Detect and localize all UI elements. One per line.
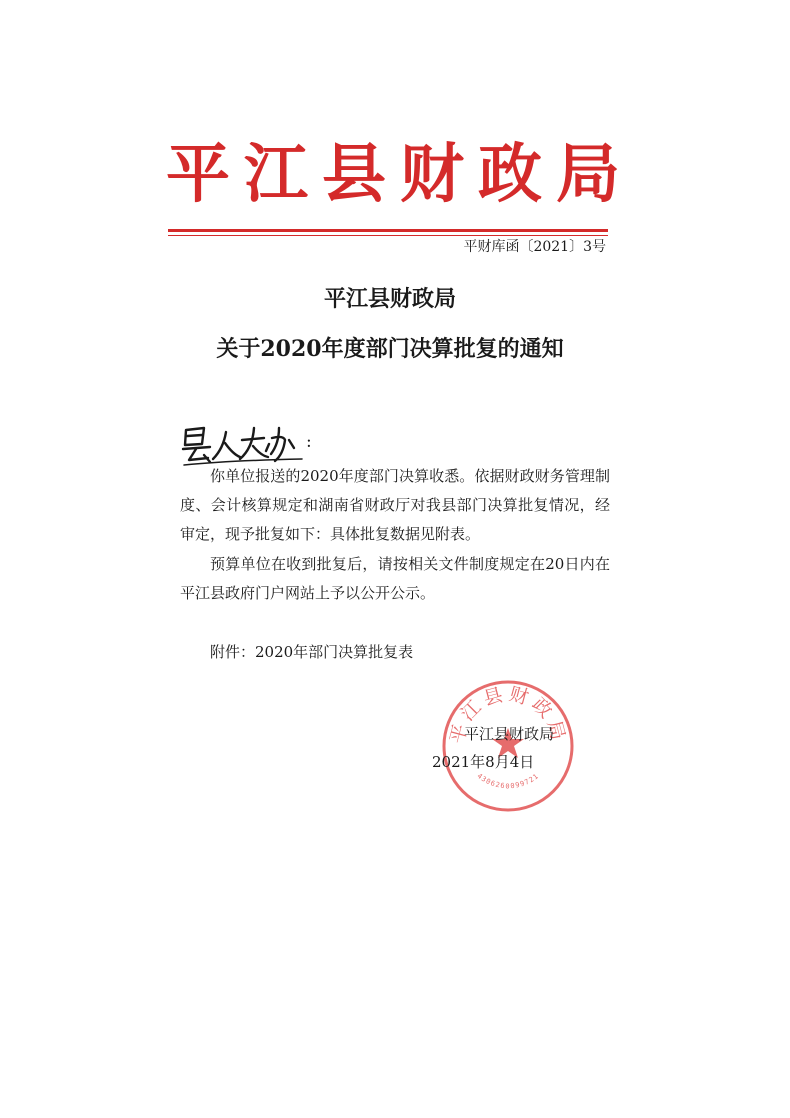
document-number: 平财库函〔2021〕3号 <box>463 239 606 255</box>
handwritten-addressee-signature <box>180 418 305 468</box>
document-title-line2: 关于2020年度部门决算批复的通知 <box>216 336 564 362</box>
issuer-name: 平江县财政局 <box>464 725 555 743</box>
document-title-line1: 平江县财政局 <box>323 286 456 312</box>
salutation-colon: : <box>306 432 312 452</box>
body-paragraph-2: 预算单位在收到批复后，请按相关文件制度规定在20日内在平江县政府门户网站上予以公开公示。 <box>180 555 610 602</box>
letterhead-rule-thick <box>168 229 608 232</box>
issue-date: 2021年8月4日 <box>432 753 535 771</box>
svg-text:平江县财政局: 平江县财政局 <box>446 682 570 747</box>
svg-text:4306260099721: 4306260099721 <box>475 772 541 791</box>
body-paragraph-1: 你单位报送的2020年度部门决算收悉。依据财政财务管理制度、会计核算规定和湖南省财政厅对我县部门决算批复情况，经审定，现予批复如下：具体批复数据见附表。 <box>180 467 610 543</box>
letterhead-title: 平江县财政局 <box>166 137 634 212</box>
attachment-note: 附件：2020年部门决算批复表 <box>210 643 414 661</box>
